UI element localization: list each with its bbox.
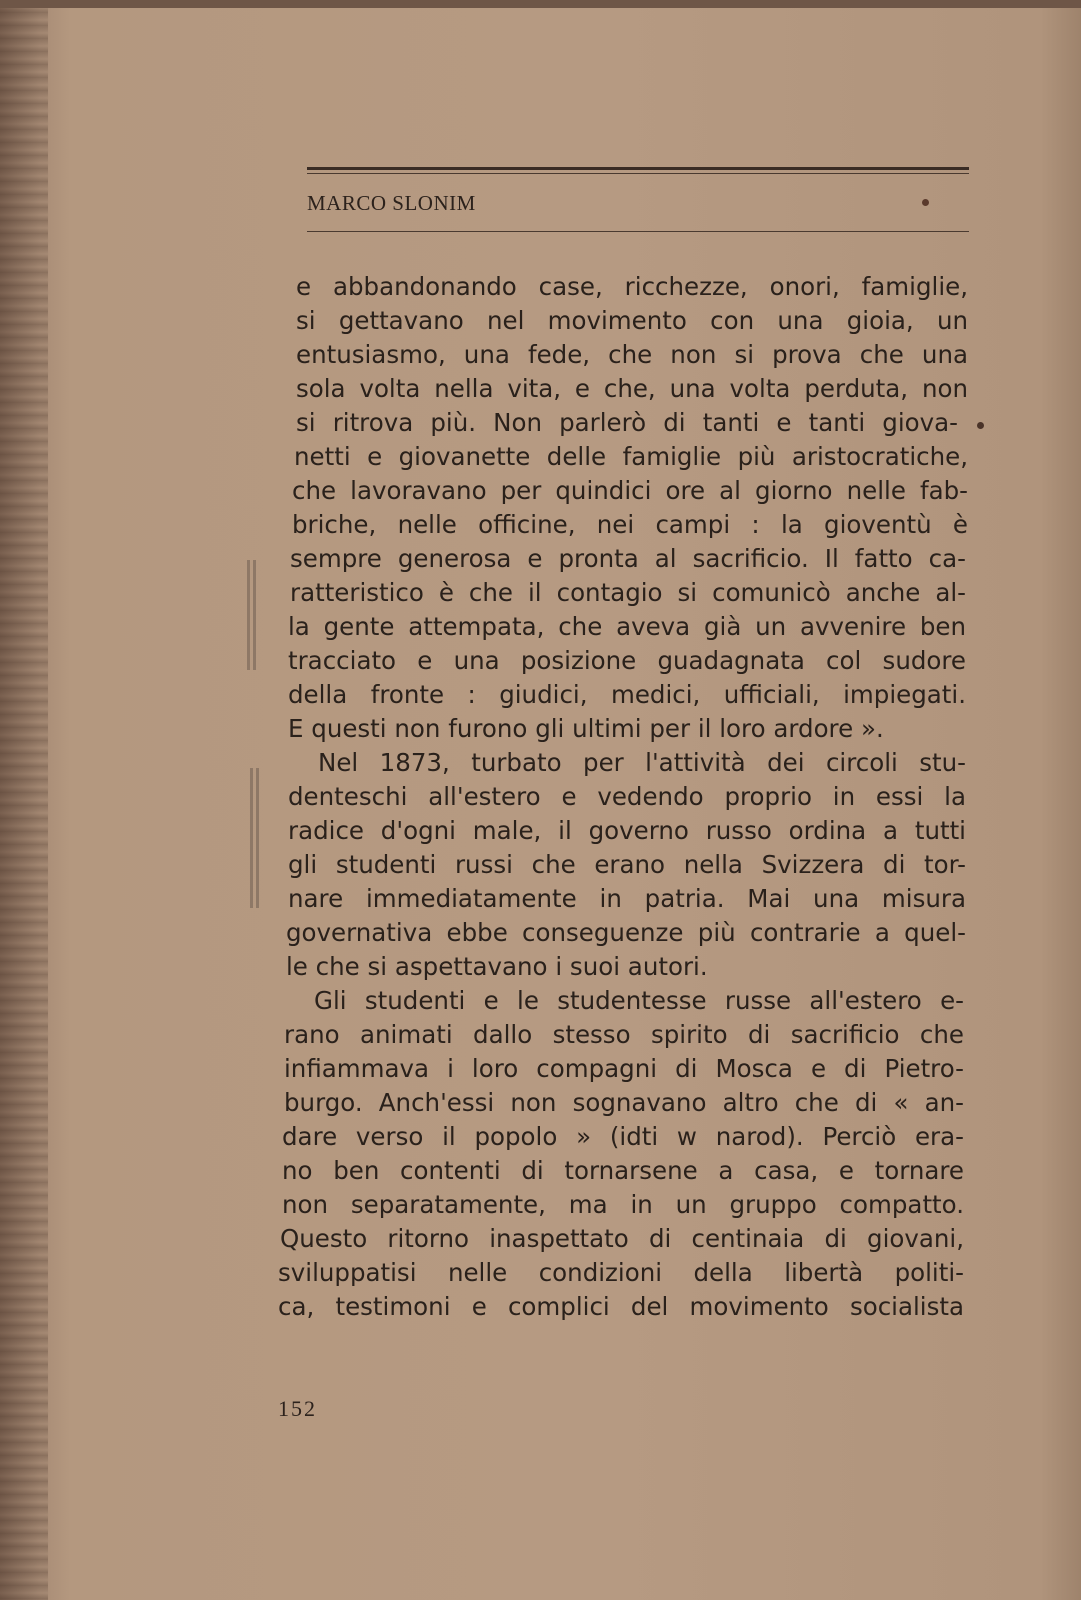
text-line: sempre generosa e pronta al sacrificio. Il fatto ca- [290,544,966,573]
text-line: entusiasmo, una fede, che non si prova che una [296,340,968,369]
text-line: sviluppatisi nelle condizioni della libertà politi- [278,1258,964,1287]
pencil-margin-mark [253,560,256,670]
header-dot [922,199,929,206]
text-line: dare verso il popolo » (idti w narod). Perciò era- [282,1122,964,1151]
pencil-margin-mark [247,560,250,670]
text-line: ratteristico è che il contagio si comunicò anche al- [290,578,966,607]
text-line: gli studenti russi che erano nella Svizzera di tor- [288,850,966,879]
text-line: burgo. Anch'essi non sognavano altro che di « an- [284,1088,964,1117]
text-line: denteschi all'estero e vedendo proprio in essi la [288,782,966,811]
text-line: e abbandonando case, ricchezze, onori, famiglie, [296,272,968,301]
header-rule-thick [307,167,969,170]
running-head: MARCO SLONIM [307,191,476,215]
text-line: la gente attempata, che aveva già un avvenire ben [288,612,966,641]
text-line: infiammava i loro compagni di Mosca e di Pietro- [284,1054,964,1083]
text-line: Nel 1873, turbato per l'attività dei circoli stu- [318,748,966,777]
text-line: Gli studenti e le studentesse russe all'estero e- [314,986,964,1015]
text-line: tracciato e una posizione guadagnata col sudore [288,646,966,675]
text-line: radice d'ogni male, il governo russo ordina a tutti [288,816,966,845]
text-line: nare immediatamente in patria. Mai una misura [288,884,966,913]
text-line: si ritrova più. Non parlerò di tanti e tanti giova- [296,408,958,437]
pencil-margin-mark [250,768,253,908]
page-top-edge [0,0,1081,8]
page-binding-edge [0,0,48,1600]
header-underline [307,231,969,232]
text-line: che lavoravano per quindici ore al giorno nelle fab- [292,476,968,505]
text-line: Questo ritorno inaspettato di centinaia di giovani, [280,1224,964,1253]
text-line: rano animati dallo stesso spirito di sacrificio che [284,1020,964,1049]
text-line: E questi non furono gli ultimi per il loro ardore ». [288,714,884,743]
text-line: le che si aspettavano i suoi autori. [286,952,708,981]
text-line: no ben contenti di tornarsene a casa, e tornare [282,1156,964,1185]
text-line: netti e giovanette delle famiglie più aristocratiche, [294,442,968,471]
text-line: governativa ebbe conseguenze più contrarie a quel- [286,918,966,947]
text-line: della fronte : giudici, medici, ufficiali, impiegati. [288,680,966,709]
text-line: briche, nelle officine, nei campi : la gioventù è [292,510,968,539]
header-rule-thin [307,173,969,174]
text-line: non separatamente, ma in un gruppo compatto. [282,1190,964,1219]
pencil-margin-mark [256,768,259,908]
page-number: 152 [278,1396,317,1421]
text-line: si gettavano nel movimento con una gioia, un [296,306,968,335]
margin-ink-dot [977,422,984,429]
text-line: ca, testimoni e complici del movimento socialista [278,1292,964,1321]
text-line: sola volta nella vita, e che, una volta perduta, non [296,374,968,403]
